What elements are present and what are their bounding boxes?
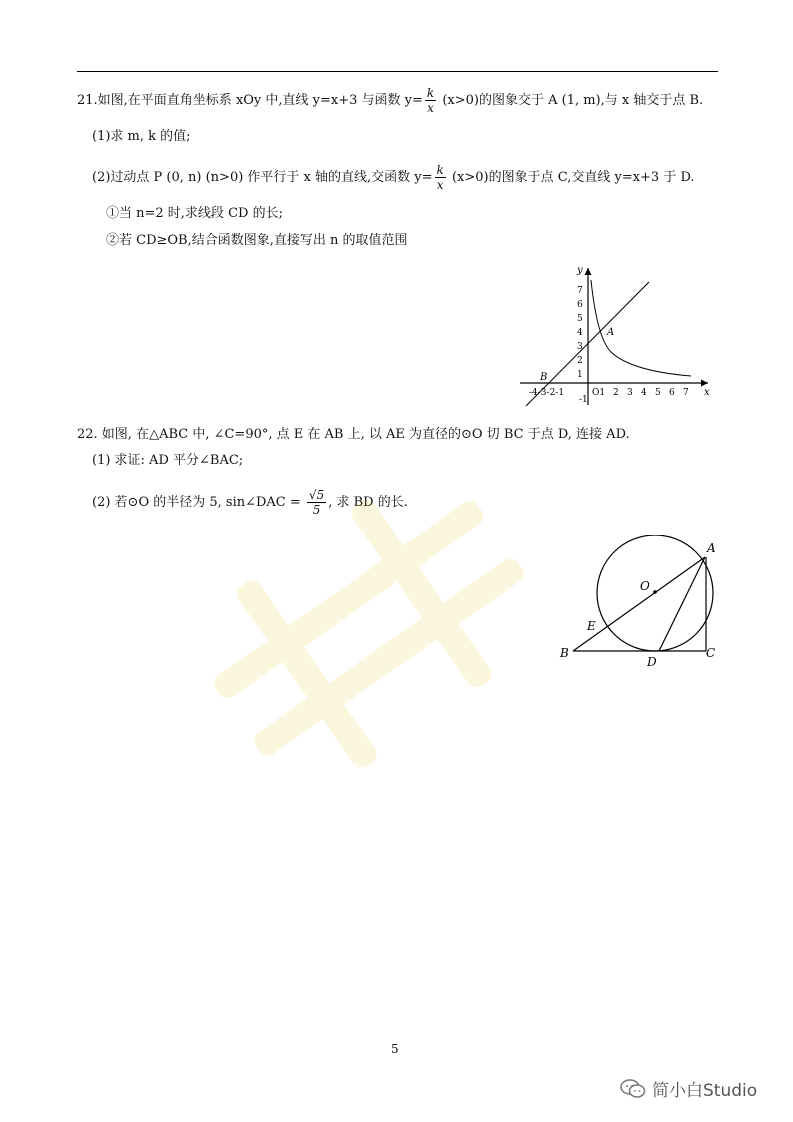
label-C: C	[706, 646, 716, 660]
y-tick: 5	[577, 314, 583, 324]
q21-frac-denominator: x	[427, 101, 434, 115]
q22-frac-denominator: 5	[312, 503, 321, 517]
x-tick-labels	[592, 388, 689, 398]
q21-stem	[77, 86, 703, 115]
q21-part2-frac-denominator: x	[436, 178, 444, 192]
label-E: E	[587, 619, 596, 633]
x-tick: 6	[669, 388, 675, 398]
x-tick-negative: -4-3-2-1	[529, 388, 565, 398]
segment-AB	[573, 557, 705, 651]
q21-part2-frac-numerator: k	[436, 163, 444, 177]
y-tick: 4	[577, 328, 583, 338]
q22-fraction	[307, 488, 326, 517]
q21-sub1: ①当 n=2 时,求线段 CD 的长;	[106, 206, 283, 221]
page-number: 5	[391, 1042, 399, 1056]
wechat-icon	[620, 1079, 646, 1099]
y-tick: 6	[577, 300, 583, 310]
q21-part2	[92, 163, 695, 192]
x-tick: 7	[683, 388, 689, 398]
label-O: O	[640, 579, 650, 593]
graph-point-A: A	[607, 327, 615, 338]
q22-part2	[92, 488, 408, 517]
y-tick: 3	[577, 342, 583, 352]
x-tick: 3	[627, 388, 633, 398]
y-tick: -1	[579, 395, 588, 405]
hyperbola-curve	[591, 280, 691, 376]
q22-frac-numerator: √5	[308, 488, 325, 502]
graph-x-label: x	[704, 387, 710, 398]
q21-part1: (1)求 m, k 的值;	[92, 129, 191, 144]
segment-AD	[659, 557, 705, 651]
graph-y-label: y	[577, 265, 583, 276]
y-tick: 7	[577, 286, 583, 296]
brand-name: 简小白Studio	[652, 1081, 758, 1101]
label-A: A	[707, 541, 716, 555]
y-tick: 1	[577, 370, 583, 380]
brand-badge	[620, 1076, 757, 1101]
label-D: D	[647, 655, 657, 669]
graph-point-B: B	[540, 372, 548, 383]
q21-stem-part-a: 21.如图,在平面直角坐标系 xOy 中,直线 y=x+3 与函数 y=	[77, 93, 423, 108]
x-tick: 4	[641, 388, 647, 398]
x-tick: O1	[592, 388, 606, 398]
q21-part2-a: (2)过动点 P (0, n) (n>0) 作平行于 x 轴的直线,交函数 y=	[92, 170, 433, 185]
center-point-O	[653, 590, 657, 594]
q21-part2-b: (x>0)的图象于点 C,交直线 y=x+3 于 D.	[451, 170, 695, 185]
q22-part2-a: (2) 若⊙O 的半径为 5, sin∠DAC =	[92, 495, 301, 510]
q21-fraction	[425, 86, 436, 115]
q21-coordinate-graph	[515, 262, 715, 410]
q21-part2-fraction	[435, 163, 446, 192]
q21-frac-numerator: k	[426, 86, 435, 100]
x-tick: 2	[613, 388, 619, 398]
label-B: B	[560, 646, 569, 660]
q22-geometry-figure	[555, 535, 725, 670]
header-rule	[77, 71, 718, 72]
q21-sub2: ②若 CD≥OB,结合函数图象,直接写出 n 的取值范围	[106, 233, 408, 248]
q22-part1: (1) 求证: AD 平分∠BAC;	[92, 453, 244, 468]
q22-part2-b: , 求 BD 的长.	[328, 495, 408, 510]
q21-stem-part-b: (x>0)的图象交于 A (1, m),与 x 轴交于点 B.	[442, 93, 704, 108]
y-tick: 2	[577, 356, 583, 366]
x-tick: 5	[655, 388, 661, 398]
q22-stem: 22. 如图, 在△ABC 中, ∠C=90°, 点 E 在 AB 上, 以 AE 为直径的⊙O 切 BC 于点 D, 连接 AD.	[77, 427, 630, 442]
